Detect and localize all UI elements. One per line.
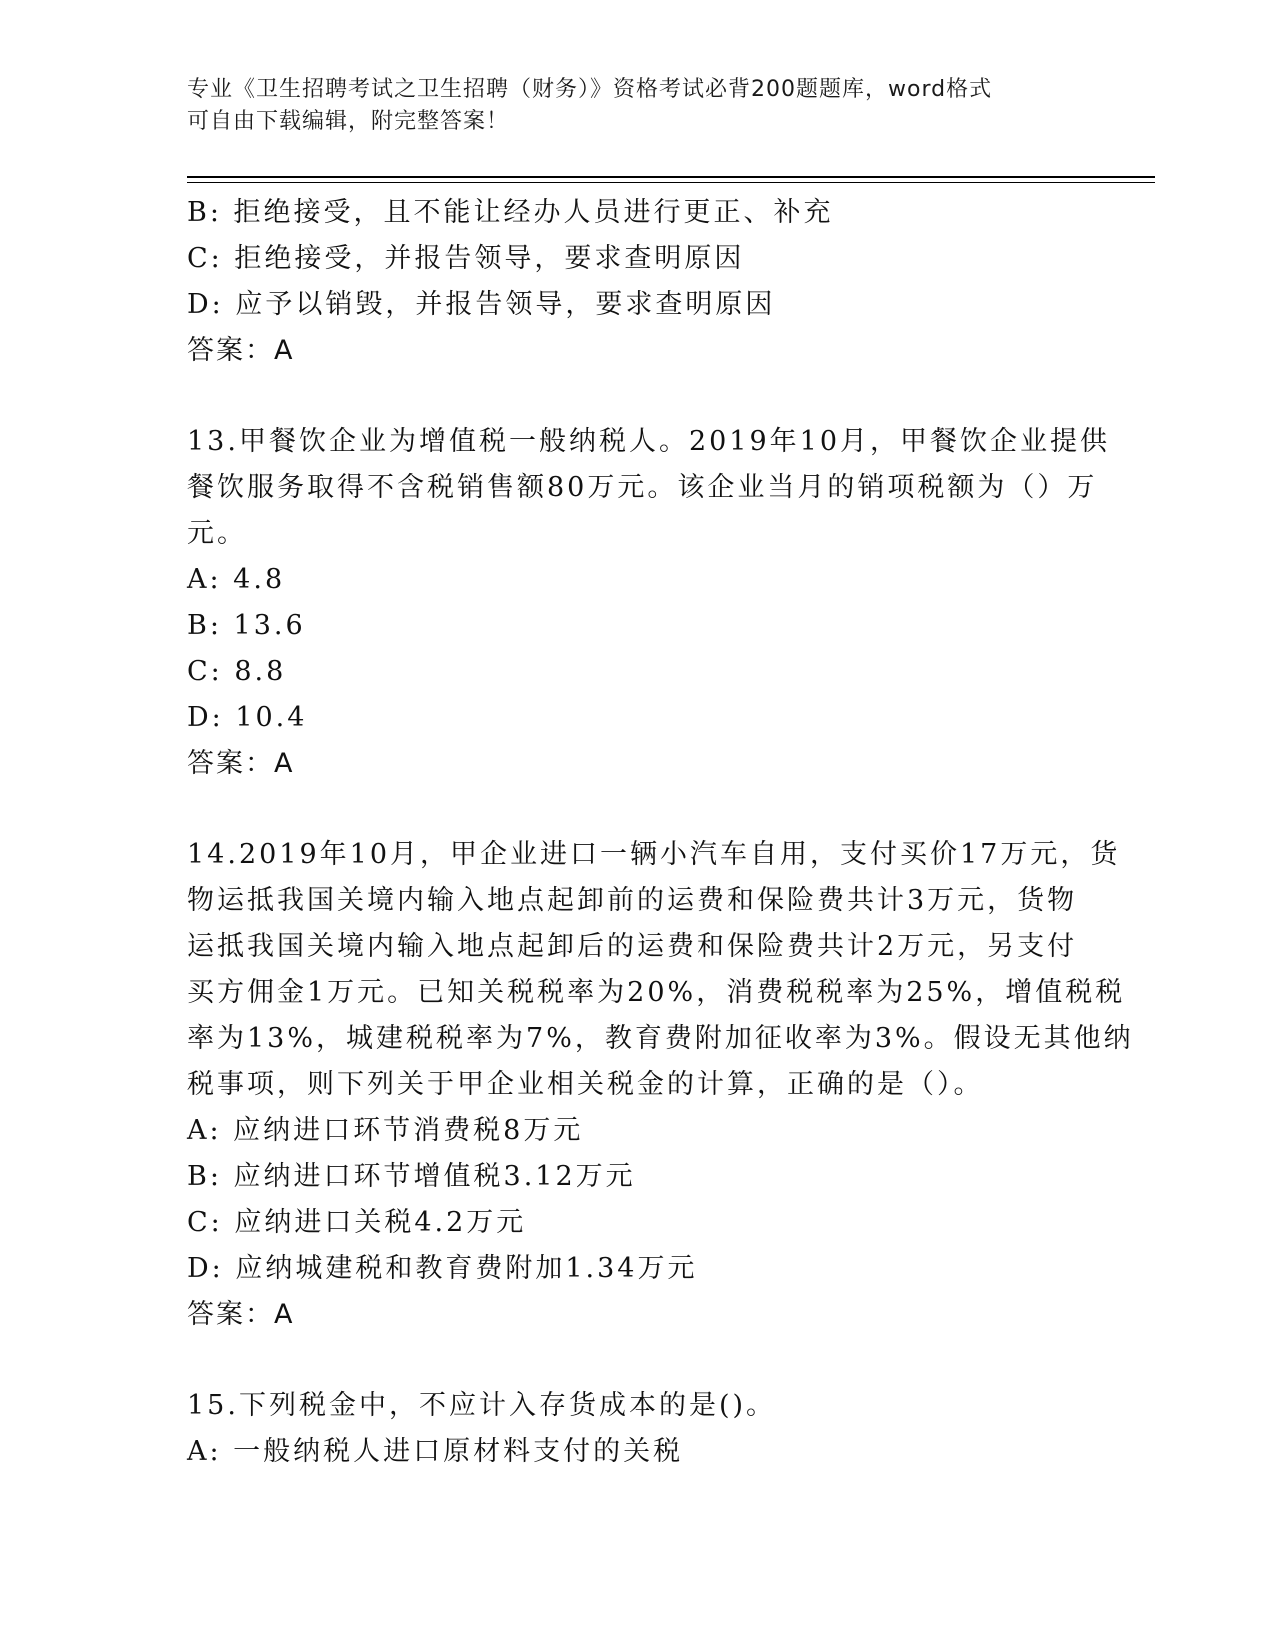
option-d: D: 应予以销毁，并报告领导，要求查明原因 xyxy=(187,289,776,320)
spacer xyxy=(187,787,1087,832)
header-divider-thick xyxy=(187,176,1155,178)
question-stem-line: 13.甲餐饮企业为增值税一般纳税人。2019年10月，甲餐饮企业提供 xyxy=(187,426,1111,457)
question-stem-line: 物运抵我国关境内输入地点起卸前的运费和保险费共计3万元，货物 xyxy=(187,885,1078,916)
header-title-line-1: 专业《卫生招聘考试之卫生招聘（财务）》资格考试必背200题题库，word格式 xyxy=(187,77,993,102)
question-12-tail xyxy=(187,190,1087,374)
answer-line: 答案：A xyxy=(187,1299,295,1330)
option-c: C: 8.8 xyxy=(187,656,287,687)
spacer xyxy=(187,374,1087,419)
question-13 xyxy=(187,419,1111,787)
option-c: C: 拒绝接受，并报告领导，要求查明原因 xyxy=(187,243,745,274)
question-content xyxy=(187,190,1134,1475)
answer-line: 答案：A xyxy=(187,335,295,366)
question-stem-line: 率为13%，城建税税率为7%，教育费附加征收率为3%。假设无其他纳 xyxy=(187,1023,1134,1054)
document-header xyxy=(187,74,1077,138)
option-a: A: 应纳进口环节消费税8万元 xyxy=(187,1115,584,1146)
question-14 xyxy=(187,832,1134,1338)
question-stem-line: 元。 xyxy=(187,518,247,549)
option-b: B: 拒绝接受，且不能让经办人员进行更正、补充 xyxy=(187,197,834,228)
header-divider-thin xyxy=(187,182,1155,183)
option-a: A: 4.8 xyxy=(187,564,286,595)
question-stem-line: 餐饮服务取得不含税销售额80万元。该企业当月的销项税额为（）万 xyxy=(187,472,1098,503)
question-stem-line: 买方佣金1万元。已知关税税率为20%，消费税税率为25%，增值税税 xyxy=(187,977,1126,1008)
option-b: B: 13.6 xyxy=(187,610,306,641)
question-stem-line: 15.下列税金中，不应计入存货成本的是()。 xyxy=(187,1390,777,1421)
answer-line: 答案：A xyxy=(187,748,295,779)
header-title-line-2: 可自由下载编辑，附完整答案！ xyxy=(187,109,510,134)
option-b: B: 应纳进口环节增值税3.12万元 xyxy=(187,1161,636,1192)
spacer xyxy=(187,1338,1087,1383)
option-d: D: 应纳城建税和教育费附加1.34万元 xyxy=(187,1253,698,1284)
question-stem-line: 14.2019年10月，甲企业进口一辆小汽车自用，支付买价17万元，货 xyxy=(187,839,1121,870)
question-stem-line: 运抵我国关境内输入地点起卸后的运费和保险费共计2万元，另支付 xyxy=(187,931,1078,962)
option-c: C: 应纳进口关税4.2万元 xyxy=(187,1207,527,1238)
question-stem-line: 税事项，则下列关于甲企业相关税金的计算，正确的是（）。 xyxy=(187,1069,984,1100)
option-d: D: 10.4 xyxy=(187,702,308,733)
question-15 xyxy=(187,1383,1087,1475)
option-a: A: 一般纳税人进口原材料支付的关税 xyxy=(187,1436,684,1467)
